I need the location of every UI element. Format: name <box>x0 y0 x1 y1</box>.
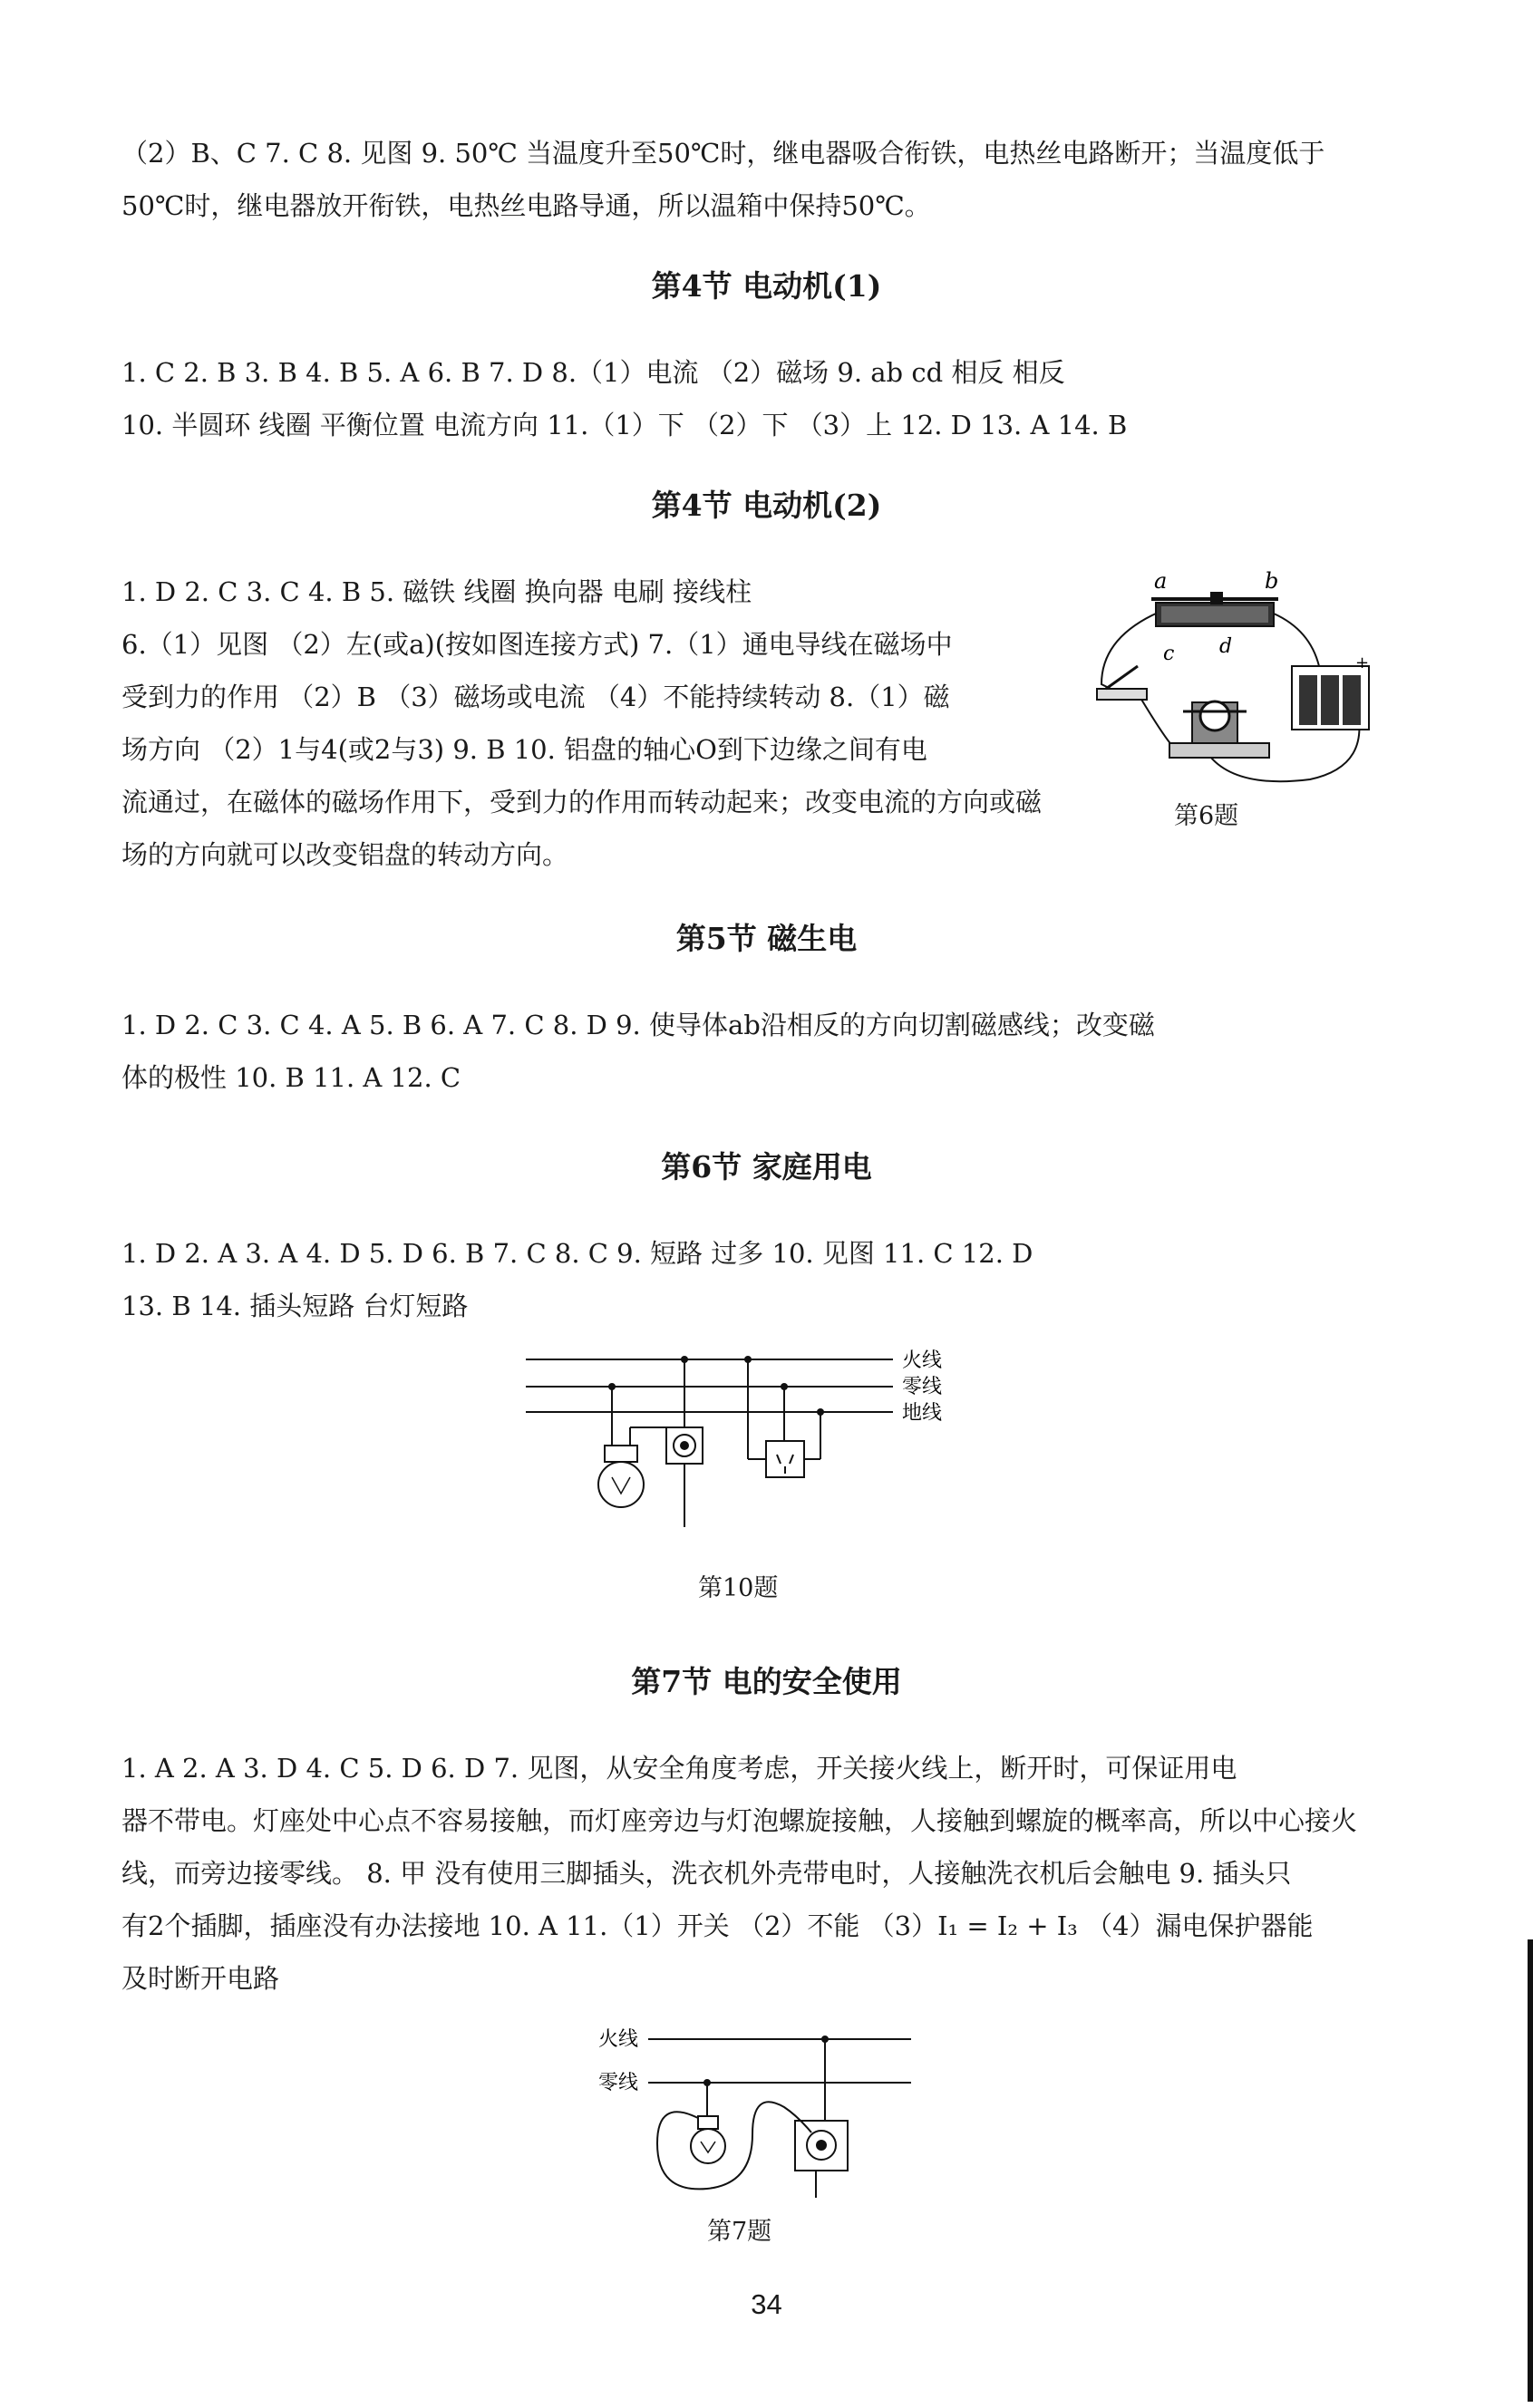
section-title-motor-2: 第4节 电动机(2) <box>651 488 882 523</box>
prev-line-1: （2）B、C 7. C 8. 见图 9. 50℃ 当温度升至50℃时，继电器吸合衔铁，电热丝电路断开；当温度低于 <box>121 138 1325 169</box>
prev-line-2: 50℃时，继电器放开衔铁，电热丝电路导通，所以温箱中保持50℃。 <box>121 190 931 221</box>
section-title-safety: 第7节 电的安全使用 <box>631 1664 902 1699</box>
induction-line-1: 1. D 2. C 3. C 4. A 5. B 6. A 7. C 8. D 9. 使导体ab沿相反的方向切割磁感线；改变磁 <box>121 1010 1155 1040</box>
household-line-1: 1. D 2. A 3. A 4. D 5. D 6. B 7. C 8. C 9. 短路 过多 10. 见图 11. C 12. D <box>121 1238 1033 1269</box>
label-live-wire-2: 火线 <box>598 2028 639 2051</box>
label-neutral-wire-2: 零线 <box>598 2072 639 2094</box>
motor2-line-3: 受到力的作用 （2）B （3）磁场或电流 （4）不能持续转动 8.（1）磁 <box>121 682 950 712</box>
section-title-household: 第6节 家庭用电 <box>661 1149 872 1185</box>
motor2-line-5: 流通过，在磁体的磁场作用下，受到力的作用而转动起来；改变电流的方向或磁 <box>121 787 1043 817</box>
label-earth-wire: 地线 <box>902 1402 943 1425</box>
figure-lamp-wiring <box>594 2016 929 2207</box>
motor1-line-1: 1. C 2. B 3. B 4. B 5. A 6. B 7. D 8.（1）电流 （2）磁场 9. ab cd 相反 相反 <box>121 357 1065 388</box>
induction-line-2: 体的极性 10. B 11. A 12. C <box>121 1062 461 1093</box>
scan-edge-line <box>1528 1939 1533 2402</box>
motor2-line-1: 1. D 2. C 3. C 4. B 5. 磁铁 线圈 换向器 电刷 接线柱 <box>121 576 752 607</box>
section-title-motor-1: 第4节 电动机(1) <box>651 268 882 304</box>
label-c: c <box>1163 643 1175 665</box>
figure-household-wiring <box>521 1341 975 1541</box>
label-live-wire: 火线 <box>902 1349 943 1372</box>
safety-line-3: 线，而旁边接零线。 8. 甲 没有使用三脚插头，洗衣机外壳带电时，人接触洗衣机后会触电 9. 插头只 <box>121 1858 1292 1889</box>
caption-fig-7: 第7题 <box>707 2218 772 2246</box>
motor1-line-2: 10. 半圆环 线圈 平衡位置 电流方向 11.（1）下 （2）下 （3）上 12. D 13. A 14. B <box>121 410 1128 440</box>
motor2-line-2: 6.（1）见图 （2）左(或a)(按如图连接方式) 7.（1）通电导线在磁场中 <box>121 629 953 660</box>
label-a: a <box>1154 568 1168 594</box>
svg-text:+: + <box>1355 653 1370 672</box>
label-neutral-wire: 零线 <box>902 1376 943 1398</box>
label-d: d <box>1219 635 1233 658</box>
safety-line-1: 1. A 2. A 3. D 4. C 5. D 6. D 7. 见图，从安全角度考虑，开关接火线上，断开时，可保证用电 <box>121 1753 1237 1784</box>
page-number: 34 <box>751 2288 782 2320</box>
figure-motor-apparatus <box>1083 566 1383 793</box>
safety-line-2: 器不带电。灯座处中心点不容易接触，而灯座旁边与灯泡螺旋接触，人接触到螺旋的概率高，所以中心接火 <box>121 1805 1358 1836</box>
household-line-2: 13. B 14. 插头短路 台灯短路 <box>121 1291 469 1321</box>
motor2-line-4: 场方向 （2）1与4(或2与3) 9. B 10. 铝盘的轴心O到下边缘之间有电 <box>121 734 927 765</box>
safety-line-4: 有2个插脚，插座没有办法接地 10. A 11.（1）开关 （2）不能 （3）I₁ = I₂ + I₃ （4）漏电保护器能 <box>121 1910 1314 1941</box>
caption-fig-10: 第10题 <box>698 1574 779 1602</box>
safety-line-5: 及时断开电路 <box>121 1963 280 1994</box>
caption-fig-6: 第6题 <box>1174 802 1239 830</box>
motor2-line-6: 场的方向就可以改变铝盘的转动方向。 <box>121 839 569 870</box>
section-title-induction: 第5节 磁生电 <box>675 921 858 956</box>
label-b: b <box>1265 568 1279 594</box>
